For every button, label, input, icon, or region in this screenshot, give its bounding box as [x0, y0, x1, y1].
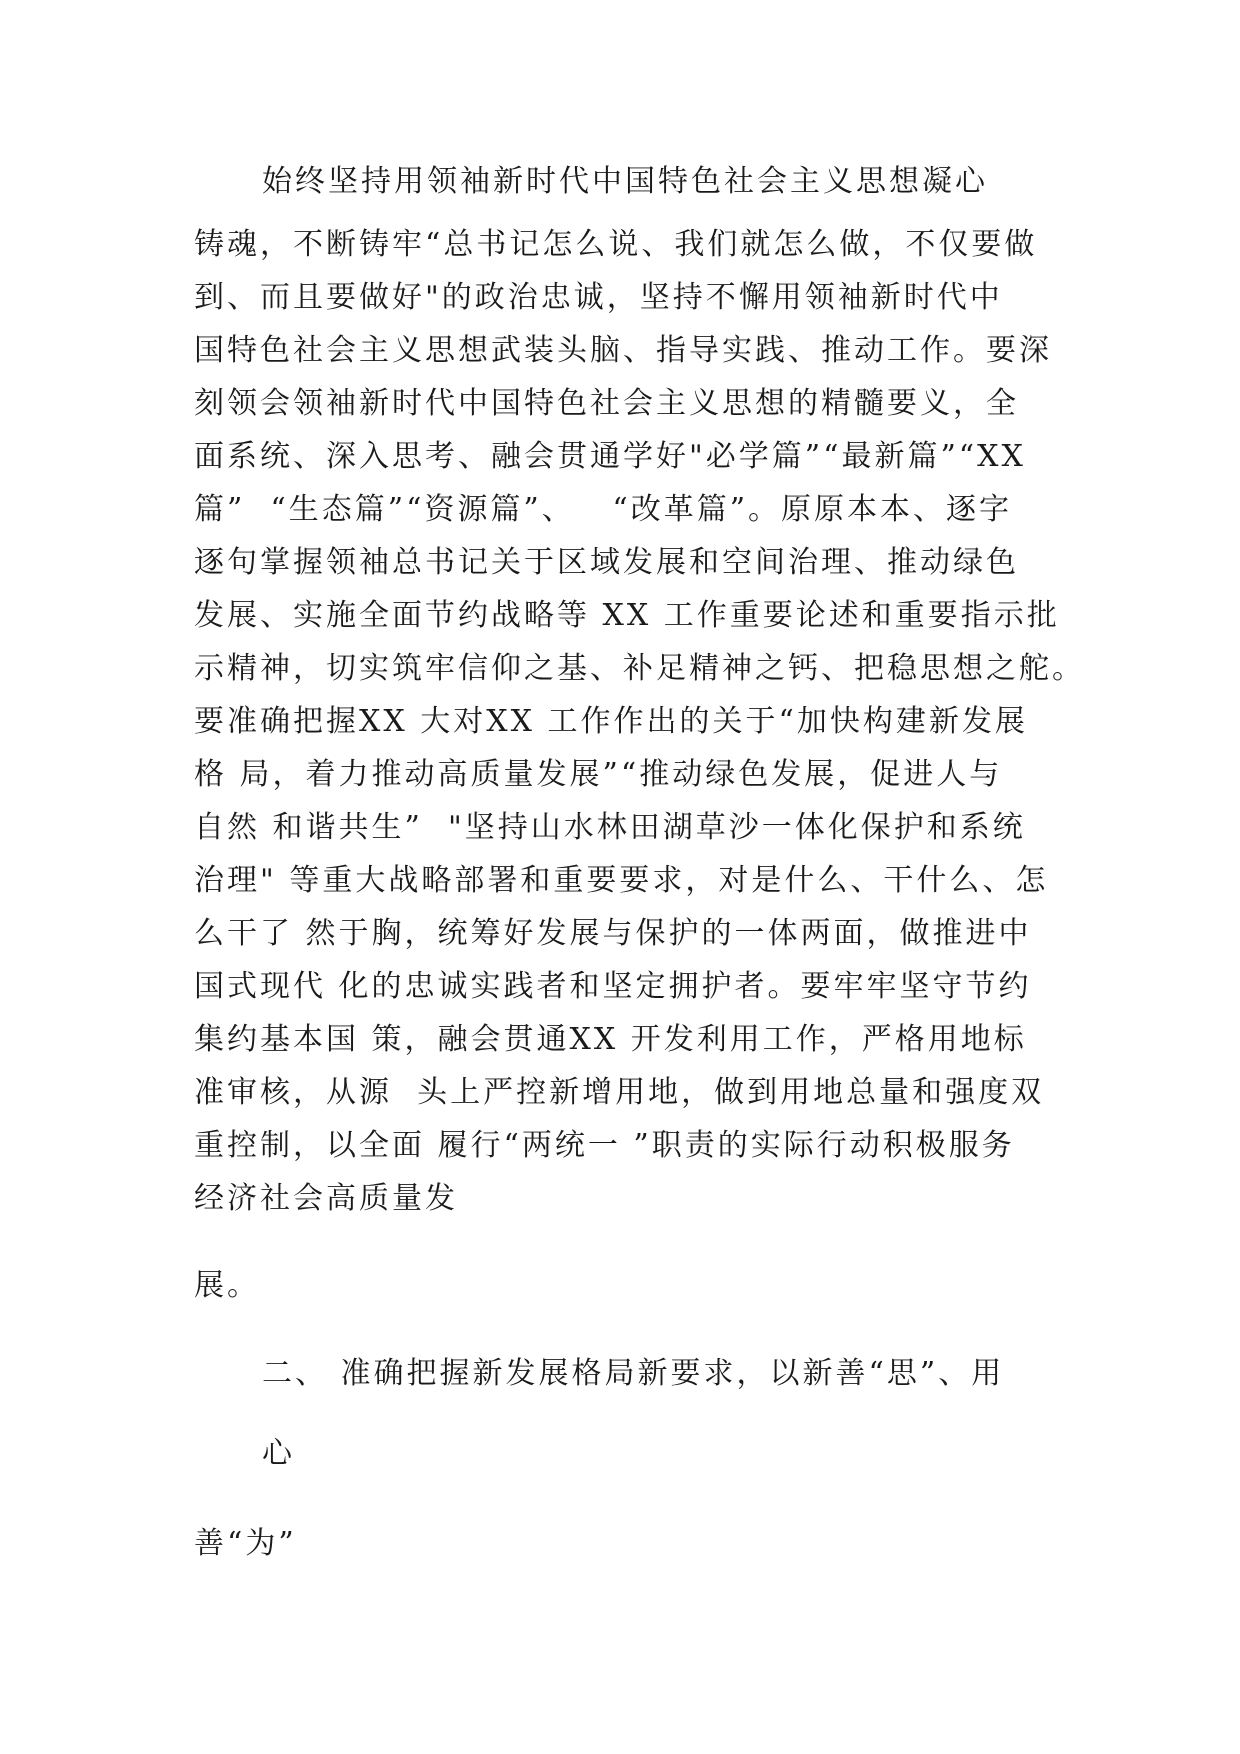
- paragraph-1-line-11: 要准确把握XX 大对XX 工作作出的关于“加快构建新发展: [194, 704, 1028, 739]
- section-2-heading-line-2: 心: [262, 1436, 295, 1471]
- paragraph-1-line-2: 铸魂，不断铸牢“总书记怎么说、我们就怎么做，不仅要做: [194, 227, 1038, 262]
- paragraph-1-tail: 展。: [194, 1268, 260, 1303]
- paragraph-1-line-18: 准审核，从源 头上严控新增用地，做到用地总量和强度双: [194, 1075, 1045, 1110]
- paragraph-1-line-9: 发展、实施全面节约战略等 XX 工作重要论述和重要指示批: [194, 598, 1060, 633]
- paragraph-1-line-4: 国特色社会主义思想武装头脑、指导实践、推动工作。要深: [194, 333, 1052, 368]
- paragraph-1-line-12: 格 局，着力推动高质量发展”“推动绿色发展，促进人与: [194, 757, 1003, 792]
- paragraph-1-line-8: 逐句掌握领袖总书记关于区域发展和空间治理、推动绿色: [194, 545, 1019, 580]
- paragraph-1-line-5: 刻领会领袖新时代中国特色社会主义思想的精髓要义，全: [194, 386, 1019, 421]
- paragraph-1-line-1: 始终坚持用领袖新时代中国特色社会主义思想凝心: [262, 164, 988, 199]
- paragraph-1-line-10: 示精神，切实筑牢信仰之基、补足精神之钙、把稳思想之舵。: [194, 651, 1085, 686]
- paragraph-1-line-13: 自然 和谐共生” "坚持山水林田湖草沙一体化保护和系统: [194, 810, 1026, 845]
- paragraph-1-line-19: 重控制，以全面 履行“两统一 ”职责的实际行动积极服务: [194, 1128, 1015, 1163]
- paragraph-1-line-7: 篇” “生态篇”“资源篇”、 “改革篇”。原原本本、逐字: [194, 492, 1013, 527]
- paragraph-1-line-16: 国式现代 化的忠诚实践者和坚定拥护者。要牢牢坚守节约: [194, 969, 1032, 1004]
- paragraph-1-line-6: 面系统、深入思考、融会贯通学好"必学篇”“最新篇”“XX: [194, 439, 1026, 474]
- paragraph-1-line-15: 么干了 然于胸，统筹好发展与保护的一体两面，做推进中: [194, 916, 1032, 951]
- section-2-heading-line-1: 二、 准确把握新发展格局新要求，以新善“思”、用: [262, 1356, 1005, 1391]
- paragraph-1-line-17: 集约基本国 策，融会贯通XX 开发利用工作，严格用地标: [194, 1022, 1027, 1057]
- section-2-heading-line-3: 善“为”: [194, 1526, 297, 1561]
- paragraph-1-line-20: 经济社会高质量发: [194, 1181, 458, 1216]
- paragraph-1-line-3: 到、而且要做好"的政治忠诚，坚持不懈用领袖新时代中: [194, 280, 1003, 315]
- paragraph-1-line-14: 治理" 等重大战略部署和重要要求，对是什么、干什么、怎: [194, 863, 1049, 898]
